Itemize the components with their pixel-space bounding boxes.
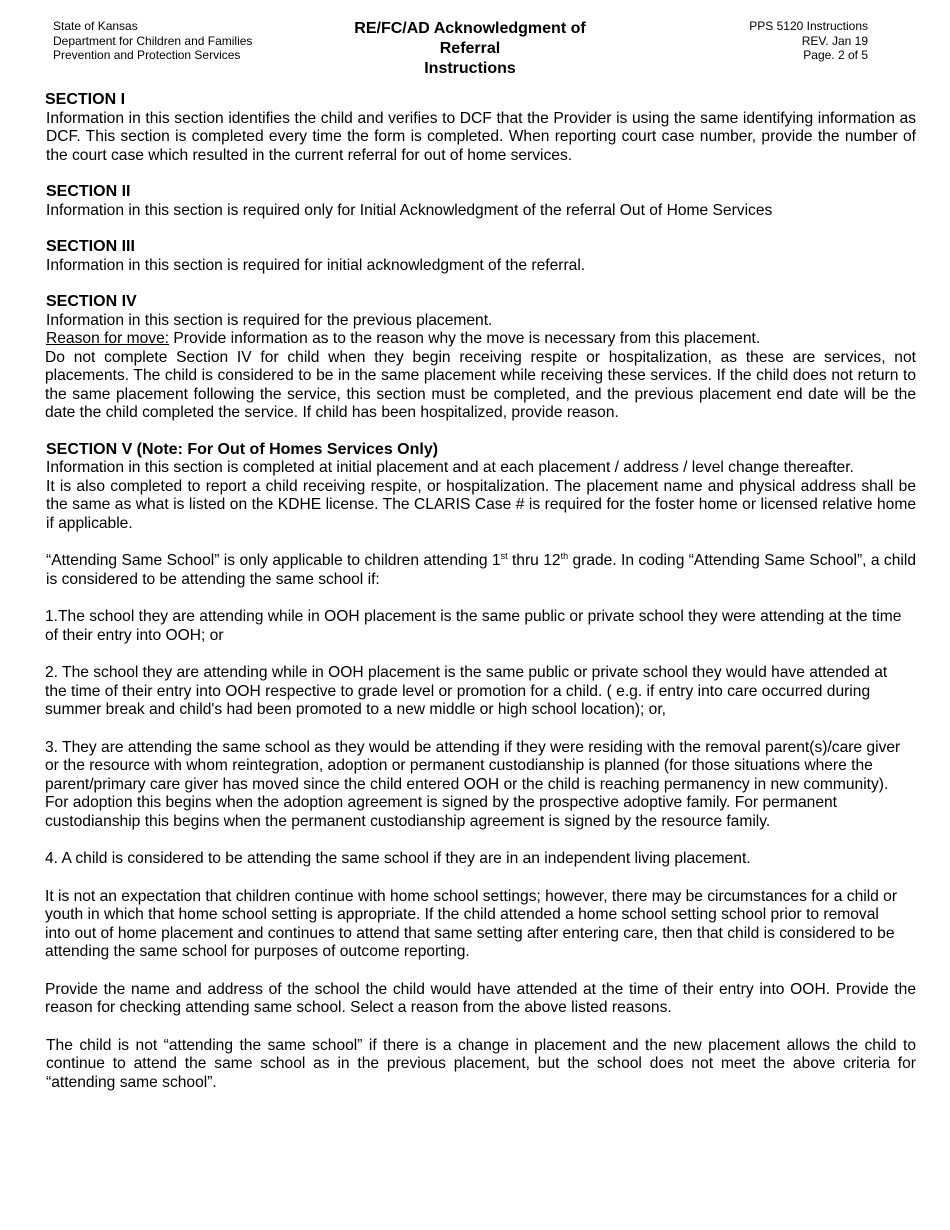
header-state: State of Kansas	[53, 19, 138, 33]
attending-same-school-intro: “Attending Same School” is only applicable to children attending 1st thru 12th grade. In coding “Attending Same School”, a child is considered to be attending the same school if:	[46, 550, 916, 588]
section-5-text-1: Information in this section is completed at initial placement and at each placement / address / level change thereafter.	[46, 459, 854, 476]
home-school-paragraph: It is not an expectation that children continue with home school settings; however, there may be circumstances for a child or youth in which that home school setting is appropriate. If the child attended a home school setting school prior to removal into out of home placement and continues to attend that same setting after entering care, then that child is considered to be attending the same school for purposes of outcome reporting.	[45, 887, 898, 960]
page-number: Page. 2 of 5	[803, 48, 868, 62]
form-info-header	[749, 19, 868, 63]
criteria-item-1: 1.The school they are attending while in OOH placement is the same public or private school they were attending at the time of their entry into OOH; or	[45, 608, 902, 644]
title-line-1: RE/FC/AD Acknowledgment of	[354, 20, 586, 37]
section-1-text: Information in this section identifies the child and verifies to DCF that the Provider is using the same identifying information as DCF. This section is completed every time the form is completed. When reporting court case number, provide the number of the court case which resulted in the current referral for out of home services.	[46, 109, 916, 164]
section-3-text: Information in this section is required for initial acknowledgment of the referral.	[46, 256, 586, 274]
section-3-title: SECTION III	[46, 238, 135, 255]
revision-date: REV. Jan 19	[801, 33, 868, 48]
agency-header	[53, 19, 252, 63]
reason-for-move-label: Reason for move:	[46, 330, 170, 347]
criteria-item-4: 4. A child is considered to be attending the same school if they are in an independent living placement.	[45, 850, 751, 867]
title-line-2: Referral	[439, 40, 501, 57]
form-number: PPS 5120 Instructions	[749, 19, 868, 33]
section-4-text-1: Information in this section is required for the previous placement.	[46, 311, 493, 329]
criteria-item-3: 3. They are attending the same school as they would be attending if they were residing with the removal parent(s)/care giver or the resource with whom reintegration, adoption or permanent custodianship is planned (for those situations where the parent/primary care giver has moved since the child entered OOH or the child is reaching permanency in new community). For adoption this begins when the adoption agreement is signed by the prospective adoptive family. For permanent custodianship this begins when the permanent custodianship agreement is signed by the resource family.	[45, 738, 901, 830]
header-division: Prevention and Protection Services	[53, 48, 241, 62]
section-4-reason	[45, 330, 916, 349]
section-5-text-2: It is also completed to report a child receiving respite, or hospitalization. The placement name and physical address shall be the same as what is listed on the KDHE license. The CLARIS Case # is required for the foster home or licensed relative home if applicable.	[46, 477, 916, 532]
provide-school-paragraph: Provide the name and address of the school the child would have attended at the time of their entry into OOH. Provide the reason for checking attending same school. Select a reason from the above listed reasons.	[45, 980, 916, 1016]
not-same-school-paragraph: The child is not “attending the same school” if there is a change in placement and the new placement allows the child to continue to attend the same school as in the previous placement, but the school does not meet the above criteria for “attending same school”.	[46, 1036, 916, 1091]
header-department: Department for Children and Families	[53, 33, 253, 48]
reason-for-move-text: Provide information as to the reason why the move is necessary from this placement.	[169, 330, 761, 347]
document-body	[45, 91, 916, 1092]
section-4-title: SECTION IV	[46, 293, 137, 310]
section-5-title: SECTION V (Note: For Out of Homes Services Only)	[46, 440, 439, 458]
title-line-3: Instructions	[424, 60, 516, 77]
section-1-title: SECTION I	[45, 91, 126, 108]
document-title	[320, 19, 620, 79]
criteria-item-2: 2. The school they are attending while in OOH placement is the same public or private school they would have attended at the time of their entry into OOH respective to grade level or promotion for a child. ( e.g. if entry into care occurred during summer break and child's had been promoted to a new middle or high school location); or,	[45, 664, 888, 718]
section-4-text-2: Do not complete Section IV for child when they begin receiving respite or hospitalization, as these are services, not placements. The child is considered to be in the same placement while receiving these services. If the child does not return to the same placement following the service, this section must be completed, and the previous placement end date will be the date the child completed the service. If child has been hospitalized, provide reason.	[45, 348, 916, 421]
section-2-title: SECTION II	[46, 183, 131, 200]
section-2-text: Information in this section is required only for Initial Acknowledgment of the referral Out of Home Services	[46, 201, 773, 219]
